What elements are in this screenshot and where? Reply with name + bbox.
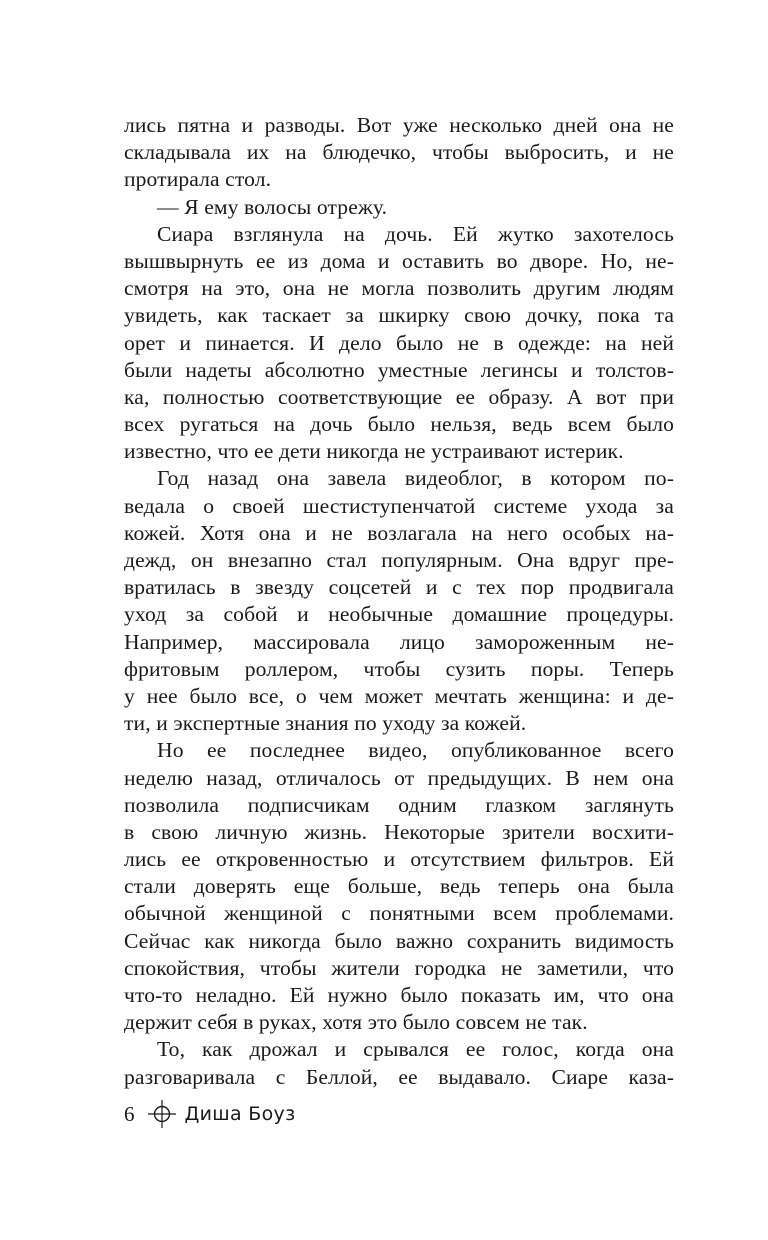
text-line: дежд, он внезапно стал популярным. Она вдруг пре-	[124, 548, 674, 572]
text-line: обычной женщиной с понятными всем проблемами.	[124, 901, 674, 926]
text-line: Год назад она завела видеоблог, в котором по-	[157, 466, 674, 491]
text-line: складывала их на блюдечко, чтобы выбросить, и не	[124, 140, 674, 165]
text-line: известно, что ее дети никогда не устраивают истерик.	[124, 439, 624, 464]
text-line: у нее было все, о чем может мечтать женщина: и де-	[124, 683, 674, 708]
text-line: кожей. Хотя она и не возлагала на него особых на-	[124, 520, 674, 545]
text-line: ти, и экспертные знания по уходу за кожей.	[124, 711, 527, 736]
text-line: вратилась в звезду соцсетей и с тех пор продвигала	[124, 575, 674, 600]
text-line: неделю назад, отличалось от предыдущих. В нем она	[124, 765, 674, 790]
text-line: протирала стол.	[124, 167, 272, 192]
text-line: Например, массировала лицо замороженным не-	[124, 629, 674, 654]
text-line: Сейчас как никогда было важно сохранить видимость	[124, 928, 674, 953]
page-number: 6	[124, 1101, 135, 1126]
text-line: фритовым роллером, чтобы сузить поры. Теперь	[124, 656, 674, 681]
crosshair-ornament-icon	[147, 1099, 177, 1129]
text-line: Но ее последнее видео, опубликованное всего	[157, 738, 674, 763]
text-line: в свою личную жизнь. Некоторые зрители восхити-	[124, 819, 674, 844]
text-line: Сиара взглянула на дочь. Ей жутко захотелось	[157, 221, 674, 246]
text-line: орет и пинается. И дело было не в одежде: на ней	[124, 330, 674, 355]
text-line: что-то неладно. Ей нужно было показать им, что она	[124, 983, 674, 1007]
text-line: держит себя в руках, хотя это было совсем не так.	[124, 1010, 588, 1035]
text-line: уход за собой и необычные домашние процедуры.	[124, 602, 674, 627]
text-line: — Я ему волосы отрежу.	[157, 194, 388, 219]
text-line: лись пятна и разводы. Вот уже несколько дней она не	[124, 113, 674, 137]
page-footer	[124, 1098, 295, 1130]
text-line: лись ее откровенностью и отсутствием фильтров. Ей	[124, 847, 674, 872]
text-line: спокойствия, чтобы жители городка не заметили, что	[124, 955, 674, 980]
text-line: смотря на это, она не могла позволить другим людям	[124, 276, 674, 301]
text-line: ведала о своей шестиступенчатой системе ухода за	[124, 493, 674, 518]
body-text	[124, 112, 674, 1091]
text-line: вышвырнуть ее из дома и оставить во дворе. Но, не-	[124, 248, 674, 273]
running-author-name: Диша Боуз	[184, 1103, 296, 1125]
text-line: То, как дрожал и срывался ее голос, когда она	[157, 1037, 674, 1062]
text-line: разговаривала с Беллой, ее выдавало. Сиаре каза-	[124, 1064, 674, 1089]
text-line: ка, полностью соответствующие ее образу. А вот при	[124, 384, 674, 409]
text-line: увидеть, как таскает за шкирку свою дочку, пока та	[124, 303, 674, 328]
text-line: всех ругаться на дочь было нельзя, ведь всем было	[124, 412, 674, 437]
text-line: были надеты абсолютно уместные легинсы и толстов-	[124, 357, 674, 382]
text-line: стали доверять еще больше, ведь теперь она была	[124, 874, 674, 899]
text-line: позволила подписчикам одним глазком заглянуть	[124, 792, 674, 817]
